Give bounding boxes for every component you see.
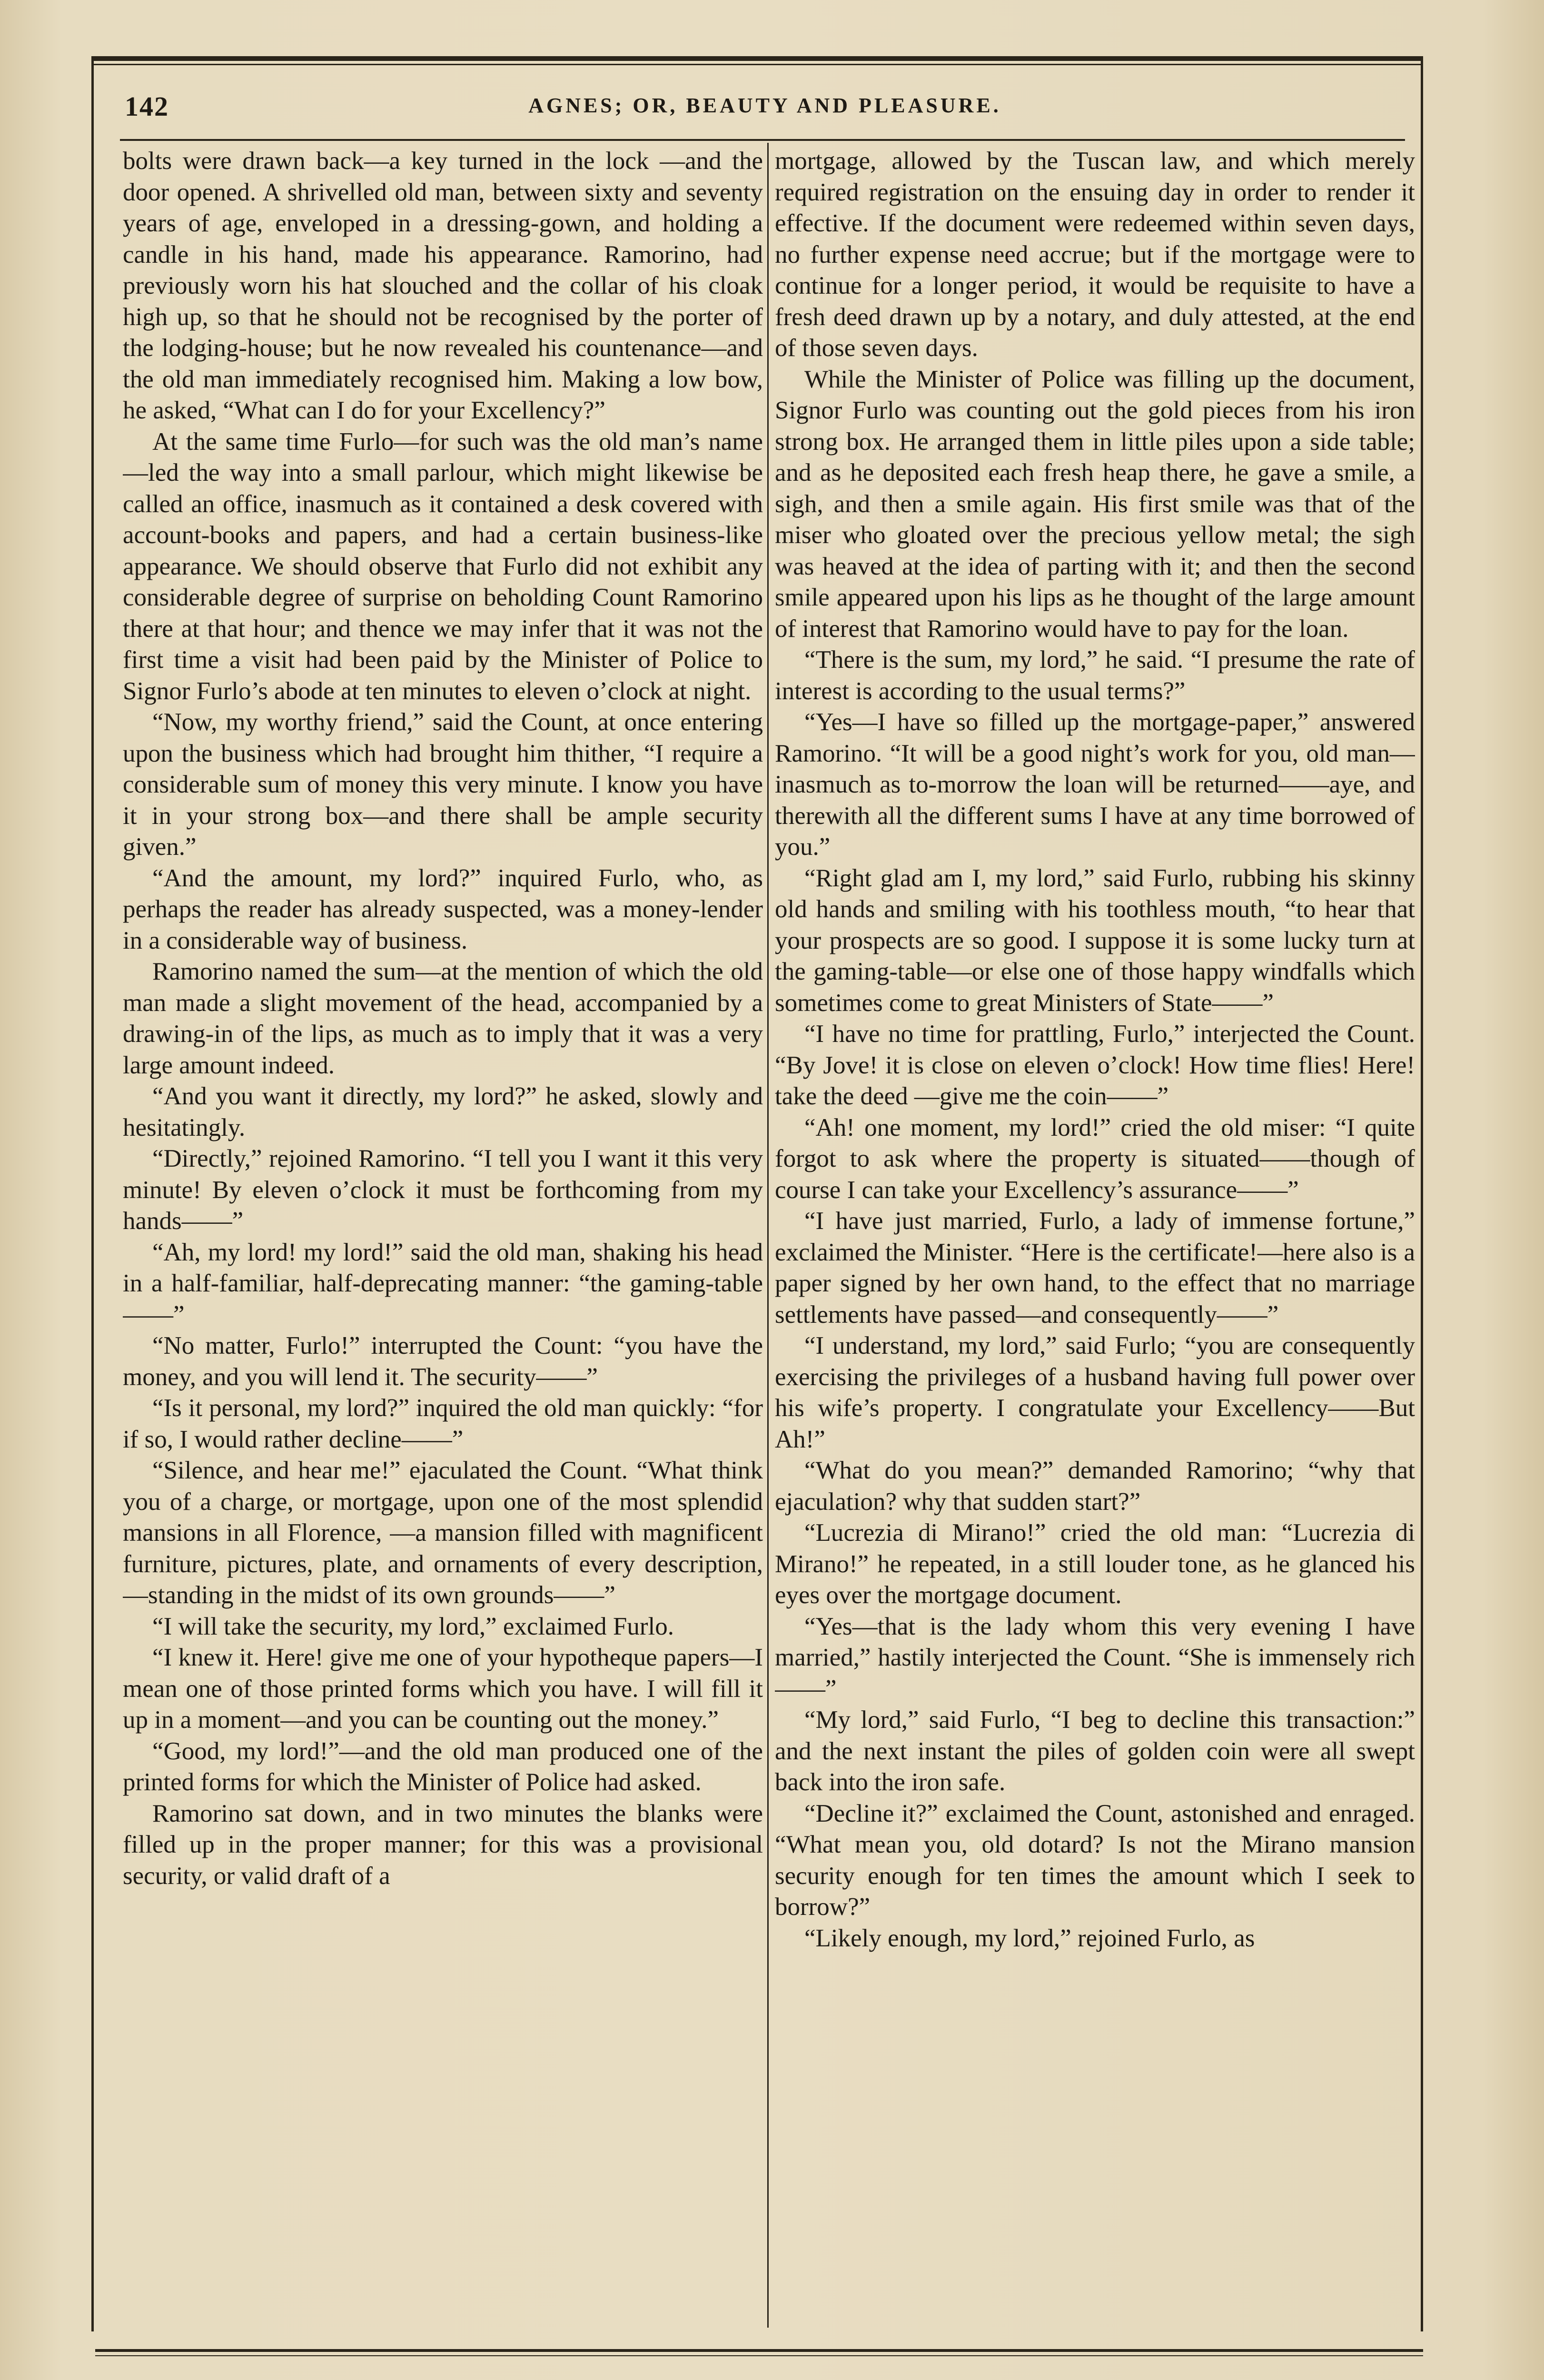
top-border-rule xyxy=(91,56,1423,61)
left-column xyxy=(123,146,763,2326)
paragraph: “Ah, my lord! my lord!” said the old man, shaking his head in a half-familiar, half-deprecating manner: “the gaming-table——” xyxy=(123,1238,763,1329)
right-column xyxy=(775,146,1415,2326)
paragraph: “I have just married, Furlo, a lady of immense fortune,” exclaimed the Minister. “Here is the certificate!—here also is a paper signed by her own hand, to the effect that no marriage settlements have passed—and consequently——” xyxy=(775,1207,1415,1329)
paragraph: “And you want it directly, my lord?” he asked, slowly and hesitatingly. xyxy=(123,1082,763,1141)
paragraph: “Ah! one moment, my lord!” cried the old miser: “I quite forgot to ask where the property is situated——though of course I can take your Excellency’s assurance——” xyxy=(775,1113,1415,1204)
bottom-border-rule-thin xyxy=(95,2355,1423,2356)
paragraph: “I have no time for prattling, Furlo,” interjected the Count. “By Jove! it is close on eleven o’clock! How time flies! Here! take the deed —give me the coin——” xyxy=(775,1020,1415,1110)
bottom-border-rule xyxy=(95,2349,1423,2352)
column-divider xyxy=(767,143,769,2328)
page-header xyxy=(125,81,1405,133)
paragraph: At the same time Furlo—for such was the old man’s name—led the way into a small parlour, which might likewise be called an office, inasmuch as it contained a desk covered with account-books and papers, and had a certain business-like appearance. We should observe that Furlo did not exhibit any considerable degree of surprise on beholding Count Ramorino there at that hour; and thence we may infer that it was not the first time a visit had been paid by the Minister of Police to Signor Furlo’s abode at ten minutes to eleven o’clock at night. xyxy=(123,427,763,705)
paragraph: “What do you mean?” demanded Ramorino; “why that ejaculation? why that sudden start?” xyxy=(775,1457,1415,1516)
paragraph: “And the amount, my lord?” inquired Furlo, who, as perhaps the reader has already suspected, was a money-lender in a considerable way of business. xyxy=(123,864,763,954)
running-head: AGNES; OR, BEAUTY AND PLEASURE. xyxy=(528,94,1001,117)
paragraph: Ramorino sat down, and in two minutes the blanks were filled up in the proper manner; for this was a provisional security, or valid draft of a xyxy=(123,1799,763,1890)
paragraph: “Is it personal, my lord?” inquired the old man quickly: “for if so, I would rather decline——” xyxy=(123,1394,763,1453)
paragraph: Ramorino named the sum—at the mention of which the old man made a slight movement of the head, accompanied by a drawing-in of the lips, as much as to imply that it was a very large amount indeed. xyxy=(123,958,763,1079)
paragraph: “I will take the security, my lord,” exclaimed Furlo. xyxy=(152,1612,674,1640)
top-border-rule-thin xyxy=(91,64,1423,65)
paragraph: “Lucrezia di Mirano!” cried the old man: “Lucrezia di Mirano!” he repeated, in a still louder tone, as he glanced his eyes over the mortgage document. xyxy=(775,1519,1415,1609)
paragraph: “My lord,” said Furlo, “I beg to decline this transaction:” and the next instant the piles of golden coin were all swept back into the iron safe. xyxy=(775,1706,1415,1796)
paragraph: bolts were drawn back—a key turned in the lock —and the door opened. A shrivelled old man, between sixty and seventy years of age, enveloped in a dressing-gown, and holding a candle in his hand, made his appearance. Ramorino, had previously worn his hat slouched and the collar of his cloak high up, so that he should not be recognised by the porter of the lodging-house; but he now revealed his countenance—and the old man immediately recognised him. Making a low bow, he asked, “What can I do for your Excellency?” xyxy=(123,147,763,424)
paragraph: “No matter, Furlo!” interrupted the Count: “you have the money, and you will lend it. The security——” xyxy=(123,1332,763,1391)
left-border-rule xyxy=(91,56,94,2331)
page-number: 142 xyxy=(125,91,169,122)
paragraph: “Decline it?” exclaimed the Count, astonished and enraged. “What mean you, old dotard? Is not the Mirano mansion security enough for ten times the amount which I seek to borrow?” xyxy=(775,1799,1415,1921)
paragraph: “Silence, and hear me!” ejaculated the Count. “What think you of a charge, or mortgage, upon one of the most splendid mansions in all Florence, —a mansion filled with magnificent furniture, pictures, plate, and ornaments of every description, —standing in the midst of its own grounds——” xyxy=(123,1457,763,1609)
paragraph: “Yes—I have so filled up the mortgage-paper,” answered Ramorino. “It will be a good night’s work for you, old man—inasmuch as to-morrow the loan will be returned——aye, and therewith all the different sums I have at any time borrowed of you.” xyxy=(775,708,1415,861)
paragraph: “I understand, my lord,” said Furlo; “you are consequently exercising the privileges of a husband having full power over his wife’s property. I congratulate your Excellency——But Ah!” xyxy=(775,1332,1415,1453)
paragraph: “Right glad am I, my lord,” said Furlo, rubbing his skinny old hands and smiling with his toothless mouth, “to hear that your prospects are so good. I suppose it is some lucky turn at the gaming-table—or else one of those happy windfalls which sometimes come to great Ministers of State——” xyxy=(775,864,1415,1017)
paragraph: “Yes—that is the lady whom this very evening I have married,” hastily interjected the Count. “She is immensely rich——” xyxy=(775,1612,1415,1703)
paragraph: “I knew it. Here! give me one of your hypotheque papers—I mean one of those printed forms which you have. I will fill it up in a moment—and you can be counting out the money.” xyxy=(123,1644,763,1734)
header-rule xyxy=(120,139,1405,141)
right-border-rule xyxy=(1421,56,1423,2331)
paragraph: “There is the sum, my lord,” he said. “I presume the rate of interest is according to the usual terms?” xyxy=(775,646,1415,705)
paragraph: mortgage, allowed by the Tuscan law, and which merely required registration on the ensuing day in order to render it effective. If the document were redeemed within seven days, no further expense need accrue; but if the mortgage were to continue for a longer period, it would be requisite to have a fresh deed drawn up by a notary, and duly attested, at the end of those seven days. xyxy=(775,147,1415,362)
paragraph: “Now, my worthy friend,” said the Count, at once entering upon the business which had brought him thither, “I require a considerable sum of money this very minute. I know you have it in your strong box—and there shall be ample security given.” xyxy=(123,708,763,861)
paragraph: “Good, my lord!”—and the old man produced one of the printed forms for which the Minister of Police had asked. xyxy=(123,1737,763,1796)
paragraph: While the Minister of Police was filling up the document, Signor Furlo was counting out the gold pieces from his iron strong box. He arranged them in little piles upon a side table; and as he deposited each fresh heap there, he gave a smile, a sigh, and then a smile again. His first smile was that of the miser who gloated over the precious yellow metal; the sigh was heaved at the idea of parting with it; and then the second smile appeared upon his lips as he thought of the large amount of interest that Ramorino would have to pay for the loan. xyxy=(775,365,1415,643)
paragraph: “Likely enough, my lord,” rejoined Furlo, as xyxy=(804,1924,1255,1952)
paragraph: “Directly,” rejoined Ramorino. “I tell you I want it this very minute! By eleven o’clock it must be forthcoming from my hands——” xyxy=(123,1145,763,1235)
